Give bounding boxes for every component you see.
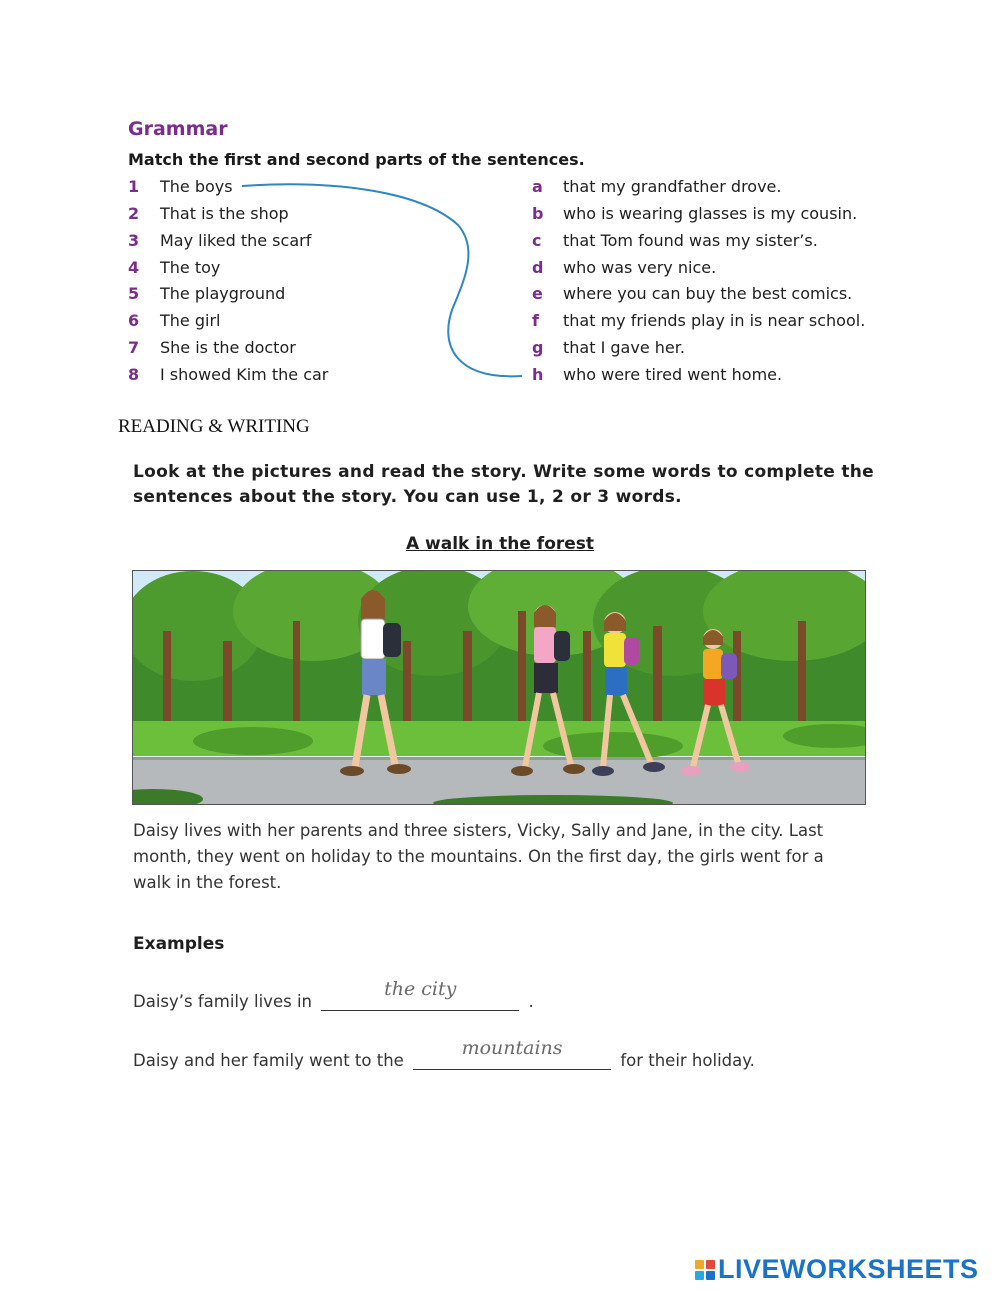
item-text: The toy xyxy=(160,258,221,277)
item-text: where you can buy the best comics. xyxy=(563,284,853,303)
answer-text: mountains xyxy=(461,1037,563,1059)
item-number: 5 xyxy=(128,284,140,303)
section-heading: READING & WRITING xyxy=(118,416,310,437)
item-letter: c xyxy=(532,231,542,250)
answer-blank[interactable] xyxy=(413,1037,611,1070)
item-text: That is the shop xyxy=(160,204,289,223)
item-letter: g xyxy=(532,338,544,357)
item-letter: a xyxy=(532,177,543,196)
example-before: Daisy and her family went to the xyxy=(133,1051,404,1070)
example-after: . xyxy=(528,992,534,1011)
example-sentence xyxy=(133,978,534,1011)
item-number: 8 xyxy=(128,365,140,384)
story-title: A walk in the forest xyxy=(405,534,595,554)
item-text: that my grandfather drove. xyxy=(563,177,782,196)
item-text: who is wearing glasses is my cousin. xyxy=(563,204,858,223)
liveworksheets-logo[interactable] xyxy=(694,1254,979,1285)
item-number: 1 xyxy=(128,177,140,196)
answer-blank[interactable] xyxy=(321,978,519,1011)
item-text: that my friends play in is near school. xyxy=(563,311,866,330)
item-text: She is the doctor xyxy=(160,338,296,357)
match-connector xyxy=(242,184,522,376)
item-text: May liked the scarf xyxy=(160,231,312,250)
item-letter: b xyxy=(532,204,544,223)
item-text: that Tom found was my sister’s. xyxy=(563,231,818,250)
item-letter: h xyxy=(532,365,544,384)
forest-walk-illustration xyxy=(132,570,866,805)
answer-text: the city xyxy=(384,978,457,1000)
item-text: who were tired went home. xyxy=(563,365,783,384)
item-text: The boys xyxy=(160,177,233,196)
item-number: 2 xyxy=(128,204,140,223)
item-text: The girl xyxy=(160,311,221,330)
item-letter: d xyxy=(532,258,544,277)
logo-text: LIVEWORKSHEETS xyxy=(718,1254,979,1284)
examples-heading: Examples xyxy=(133,934,225,954)
example-after: for their holiday. xyxy=(620,1051,755,1070)
story-text: Daisy lives with her parents and three sisters, Vicky, Sally and Jane, in the city. Last month, they went on holiday to the mountains. On the first day, the girls went for a walk in the forest. xyxy=(133,821,824,892)
liveworksheets-logo-icon xyxy=(694,1259,716,1281)
item-text: that I gave her. xyxy=(563,338,685,357)
item-letter: e xyxy=(532,284,543,303)
item-text: I showed Kim the car xyxy=(160,365,329,384)
example-match-line xyxy=(0,0,1000,420)
grammar-instruction: Match the first and second parts of the sentences. xyxy=(128,150,585,169)
item-letter: f xyxy=(532,311,539,330)
task-instruction: Look at the pictures and read the story. Write some words to complete the sentences about the story. You can use 1, 2 or 3 words. xyxy=(133,462,875,507)
grammar-title: Grammar xyxy=(128,118,228,140)
example-before: Daisy’s family lives in xyxy=(133,992,312,1011)
item-text: The playground xyxy=(160,284,286,303)
item-text: who was very nice. xyxy=(563,258,717,277)
item-number: 6 xyxy=(128,311,140,330)
item-number: 3 xyxy=(128,231,140,250)
example-sentence xyxy=(133,1037,755,1070)
item-number: 4 xyxy=(128,258,140,277)
item-number: 7 xyxy=(128,338,140,357)
